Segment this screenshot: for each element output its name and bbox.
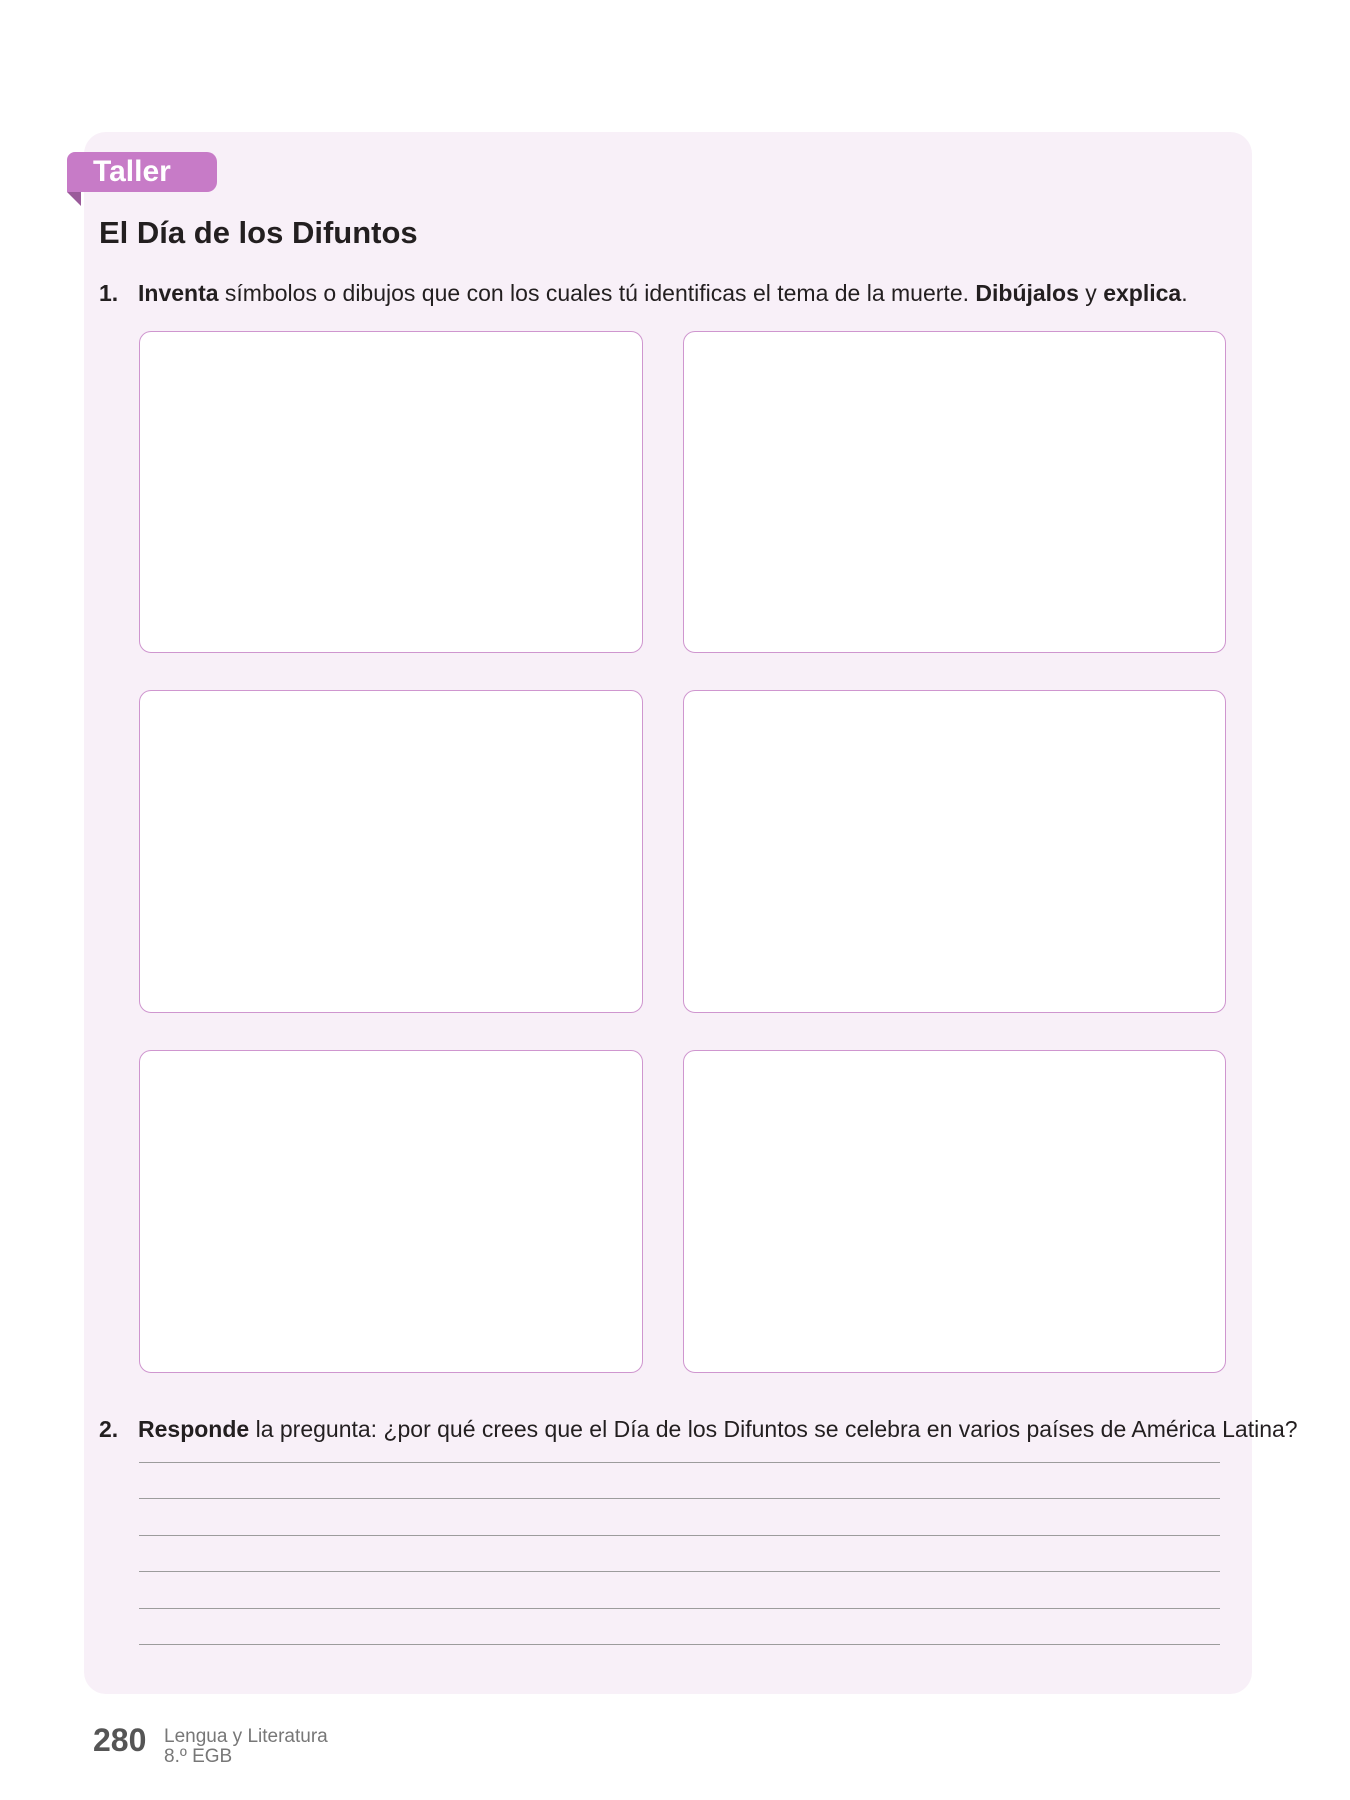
footer-subject: Lengua y Literatura xyxy=(164,1726,328,1747)
footer-grade: 8.º EGB xyxy=(164,1746,233,1767)
answer-line-6[interactable] xyxy=(139,1644,1220,1645)
question-1 xyxy=(99,280,1188,307)
question-1-end: . xyxy=(1181,280,1188,306)
drawing-box-3[interactable] xyxy=(139,690,643,1013)
question-2-number: 2. xyxy=(99,1416,119,1442)
drawing-box-6[interactable] xyxy=(683,1050,1226,1373)
answer-line-4[interactable] xyxy=(139,1571,1220,1572)
question-1-connector: y xyxy=(1078,280,1104,306)
section-tag-fold xyxy=(67,192,81,206)
page-title: El Día de los Difuntos xyxy=(99,215,418,250)
answer-line-3[interactable] xyxy=(139,1535,1220,1536)
question-2-text: la pregunta: ¿por qué crees que el Día de los Difuntos se celebra en varios países de América Latina? xyxy=(249,1416,1298,1442)
question-1-bold-2: Dibújalos xyxy=(975,280,1079,306)
question-1-verb: Inventa xyxy=(138,280,219,306)
answer-line-1[interactable] xyxy=(139,1462,1220,1463)
question-1-bold-3: explica xyxy=(1103,280,1182,306)
drawing-box-5[interactable] xyxy=(139,1050,643,1373)
answer-line-5[interactable] xyxy=(139,1608,1220,1609)
drawing-box-2[interactable] xyxy=(683,331,1226,653)
answer-line-2[interactable] xyxy=(139,1498,1220,1499)
question-2 xyxy=(99,1416,1298,1443)
question-1-number: 1. xyxy=(99,280,119,306)
page-number: 280 xyxy=(93,1722,147,1758)
section-tag: Taller xyxy=(67,152,217,192)
question-1-text: símbolos o dibujos que con los cuales tú identificas el tema de la muerte. xyxy=(218,280,976,306)
drawing-box-1[interactable] xyxy=(139,331,643,653)
question-2-verb: Responde xyxy=(138,1416,250,1442)
drawing-box-4[interactable] xyxy=(683,690,1226,1013)
